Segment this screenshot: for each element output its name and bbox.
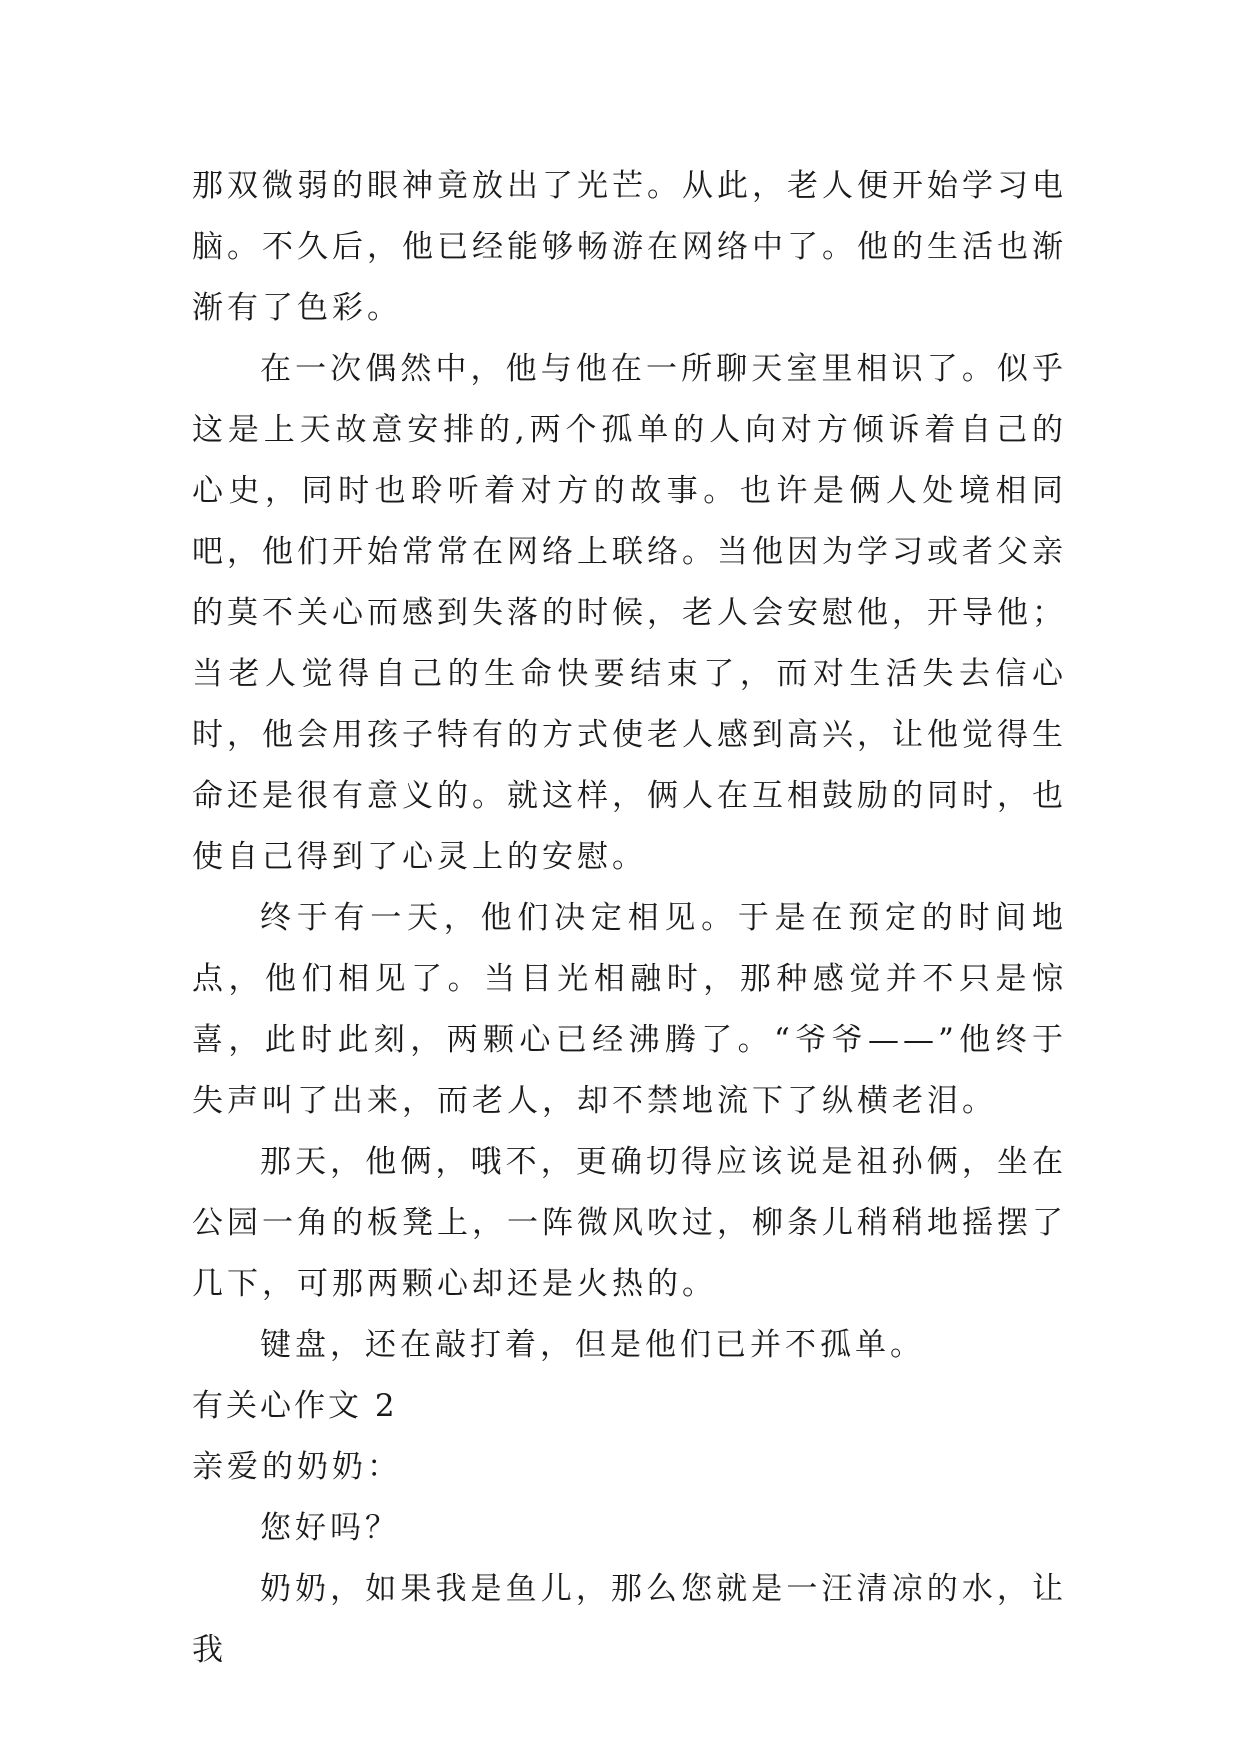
letter-greeting: 您好吗？ (260, 1510, 400, 1546)
letter-salutation: 亲爱的奶奶： (192, 1449, 402, 1485)
paragraph-2: 在一次偶然中，他与他在一所聊天室里相识了。似乎这是上天故意安排的,两个孤单的人向对方倾诉着自己的心史，同时也聆听着对方的故事。也许是俩人处境相同吧，他们开始常常在网络上联络。当他因为学习或者父亲的莫不关心而感到失落的时候，老人会安慰他，开导他；当老人觉得自己的生命快要结束了，而对生活失去信心时，他会用孩子特有的方式使老人感到高兴，让他觉得生命还是很有意义的。就这样，俩人在互相鼓励的同时，也使自己得到了心灵上的安慰。 (192, 351, 1067, 875)
letter-paragraph-1: 奶奶，如果我是鱼儿，那么您就是一汪清凉的水，让我 (192, 1571, 1067, 1668)
paragraph-5: 键盘，还在敲打着，但是他们已并不孤单。 (260, 1327, 925, 1363)
paragraph-3: 终于有一天，他们决定相见。于是在预定的时间地点，他们相见了。当目光相融时，那种感觉并不只是惊喜，此时此刻，两颗心已经沸腾了。“爷爷——”他终于失声叫了出来，而老人，却不禁地流下了纵横老泪。 (192, 900, 1067, 1119)
paragraph-1: 那双微弱的眼神竟放出了光芒。从此，老人便开始学习电脑。不久后，他已经能够畅游在网络中了。他的生活也渐渐有了色彩。 (192, 168, 1067, 326)
paragraph-4: 那天，他俩，哦不，更确切得应该说是祖孙俩，坐在公园一角的板凳上，一阵微风吹过，柳条儿稍稍地摇摆了几下，可那两颗心却还是火热的。 (192, 1144, 1067, 1302)
document-body (192, 156, 1067, 1681)
section-title: 有关心作文 2 (192, 1388, 398, 1424)
